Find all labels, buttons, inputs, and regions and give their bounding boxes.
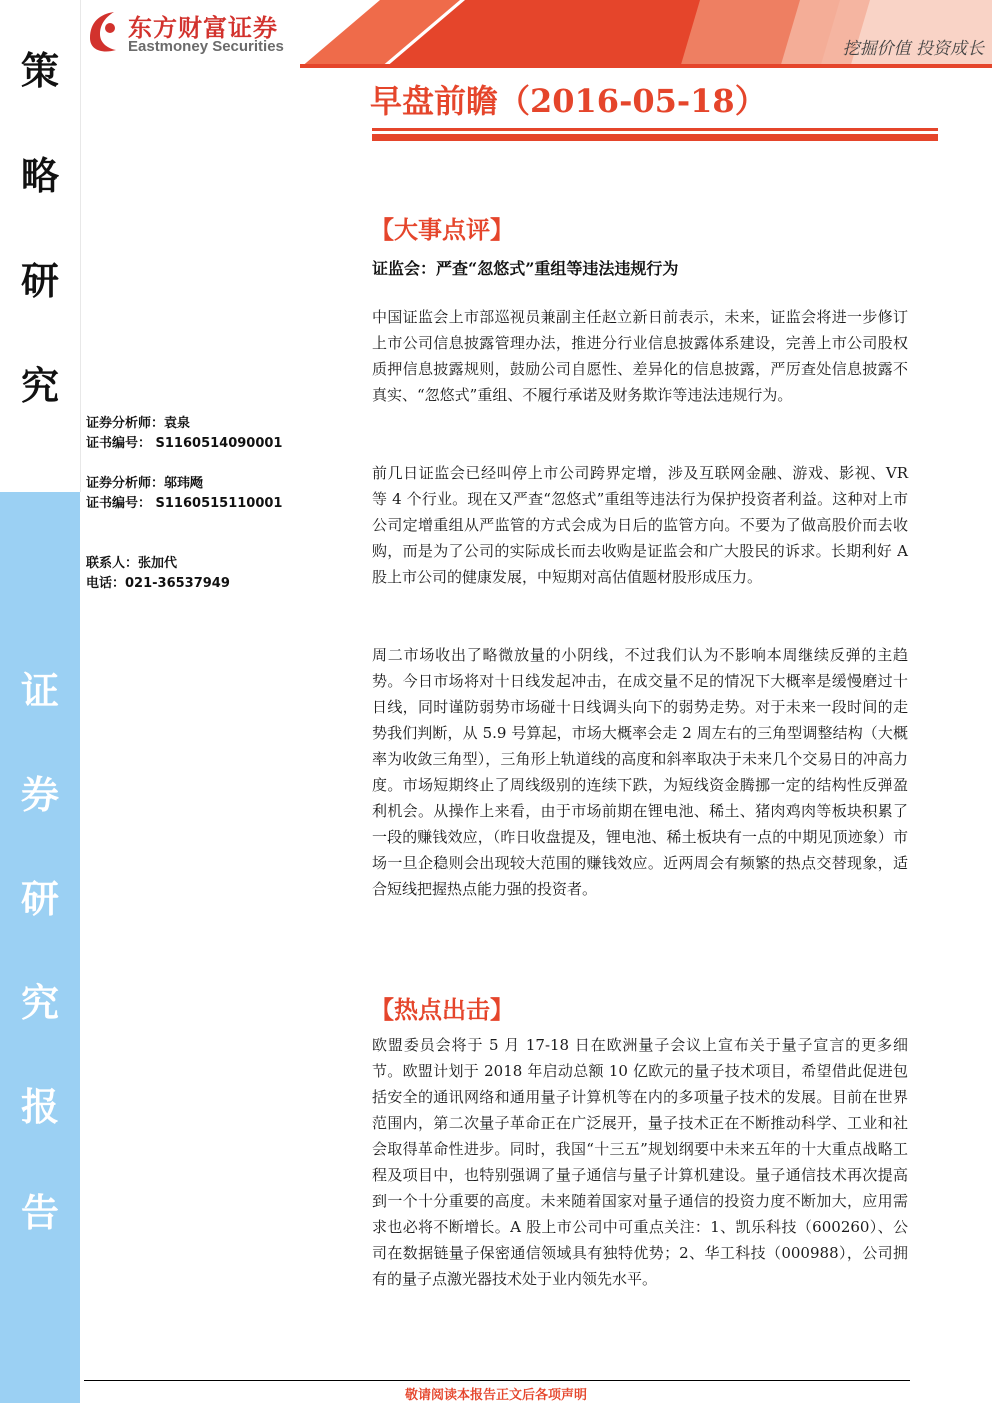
header-banner [80, 0, 992, 68]
analyst-1-cert: 证书编号： S1160514090001 [86, 436, 283, 451]
paragraph: 周二市场收出了略微放量的小阴线，不过我们认为不影响本周继续反弹的主趋势。今日市场将对十日线发起冲击，在成交量不足的情况下大概率是缓慢磨过十日线，同时谨防弱势市场碰十日线调头向下的弱势走势。对于未来一段时间的走势我们判断，从 5.9 号算起，市场大概率会走 2 周左右的三角型调整结构（大概率为收敛三角型），三角形上轨道线的高度和斜率取决于未来几个交易日的冲高力度。市场短期终止了周线级别的连续下跌，为短线资金腾挪一定的结构性反弹盈利机会。从操作上来看，由于市场前期在锂电池、稀土、猪肉鸡肉等板块积累了一段的赚钱效应，（昨日收盘提及，锂电池、稀土板块有一点的中期见顶迹象）市场一旦企稳则会出现较大范围的赚钱效应。近两周会有频繁的热点交替现象，适合短线把握热点能力强的投资者。 [372, 646, 908, 898]
section-heading-events: 【大事点评】 [370, 215, 514, 244]
paragraph: 中国证监会上市部巡视员兼副主任赵立新日前表示，未来，证监会将进一步修订上市公司信息披露管理办法，推进分行业信息披露体系建设，完善上市公司股权质押信息披露规则，鼓励公司自愿性、差异化的信息披露，严厉查处信息披露不真实、“忽悠式”重组、不履行承诺及财务欺诈等违法违规行为。 [372, 308, 908, 404]
analyst-1-name: 证券分析师：袁泉 [86, 416, 191, 431]
sidebar-char: 策 [20, 48, 59, 93]
footer-disclaimer: 敬请阅读本报告正文后各项声明 [404, 1388, 587, 1403]
eastmoney-logo-icon [86, 8, 120, 56]
section-heading-hotspots: 【热点出击】 [370, 995, 514, 1024]
contact-phone: 电话：021-36537949 [86, 576, 230, 591]
section-subheading: 证监会：严查“忽悠式”重组等违法违规行为 [372, 259, 679, 278]
analyst-2-name: 证券分析师：邬玮飏 [86, 476, 204, 491]
paragraph: 前几日证监会已经叫停上市公司跨界定增，涉及互联网金融、游戏、影视、VR 等 4 个行业。现在又严查“忽悠式”重组等违法行为保护投资者利益。这种对上市公司定增重组从严监管的方式会成为日后的监管方向。不要为了做高股价而去收购，而是为了公司的实际成长而去收购是证监会和广大股民的诉求。长期利好 A 股上市公司的健康发展，中短期对高估值题材股形成压力。 [372, 464, 908, 586]
title-divider-thick [372, 134, 938, 141]
paragraph: 欧盟委员会将于 5 月 17-18 日在欧洲量子会议上宣布关于量子宣言的更多细节。欧盟计划于 2018 年启动总额 10 亿欧元的量子技术项目，希望借此促进包括安全的通讯网络和通用量子计算机等在内的多项量子技术的发展。目前在世界范围内，第二次量子革命正在广泛展开，量子技术正在不断推动科学、工业和社会取得革命性进步。同时，我国“十三五”规划纲要中未来五年的十大重点战略工程及项目中，也特别强调了量子通信与量子计算机建设。量子通信技术再次提高到一个十分重要的高度。未来随着国家对量子通信的投资力度不断加大，应用需求也必将不断增长。A 股上市公司中可重点关注：1、凯乐科技（600260）、公司在数据链量子保密通信领域具有独特优势；2、华工科技（000988），公司拥有的量子点激光器技术处于业内领先水平。 [372, 1036, 908, 1288]
brand-name-en: Eastmoney Securities [128, 38, 284, 55]
sidebar-char: 究 [20, 363, 59, 408]
contact-person: 联系人：张加代 [86, 556, 178, 571]
title-divider [372, 128, 938, 131]
sidebar-char: 略 [20, 153, 59, 198]
sidebar-char: 究 [20, 980, 59, 1025]
sidebar-char: 券 [20, 772, 59, 817]
sidebar-char: 报 [20, 1084, 59, 1129]
sidebar-char: 证 [20, 668, 59, 713]
sidebar-char: 告 [20, 1190, 59, 1235]
brand-name-cn: 东方财富证券 [128, 14, 278, 42]
sidebar-char: 研 [20, 258, 59, 303]
analyst-2-cert: 证书编号： S1160515110001 [86, 496, 283, 511]
sidebar-char: 研 [20, 876, 59, 921]
footer-divider [84, 1380, 910, 1381]
page-title: 早盘前瞻（2016-05-18） [370, 82, 767, 120]
sidebar-top [0, 0, 81, 492]
sidebar-bottom [0, 492, 80, 1403]
slogan: 挖掘价值 投资成长 [842, 39, 984, 59]
